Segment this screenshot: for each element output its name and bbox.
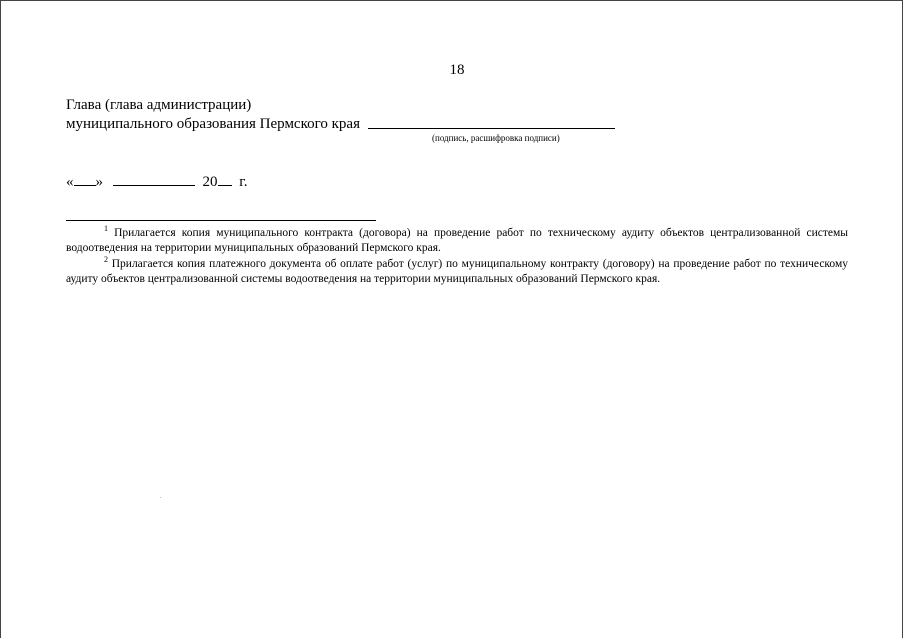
footnote-2-marker: 2 [104, 255, 108, 265]
footnote-1 [66, 226, 848, 256]
scan-speck [160, 497, 161, 498]
date-row [66, 172, 247, 191]
date-year-suffix: г. [239, 174, 248, 190]
page-number: 18 [449, 62, 465, 78]
footnote-2 [66, 257, 848, 287]
date-month-blank [113, 172, 195, 186]
signatory-title: Глава (глава администрации) [66, 97, 252, 113]
footnote-1-text: Прилагается копия муниципального контракта (договора) на проведение работ по техническому аудиту объектов централизованной системы водоотведения на территории муниципальных образований Пермского края. [66, 227, 848, 254]
date-close-quote: » [95, 174, 103, 190]
date-year-blank [218, 172, 232, 186]
date-year-prefix: 20 [202, 174, 218, 190]
date-day-blank [74, 172, 96, 186]
signature-caption: (подпись, расшифровка подписи) [432, 133, 560, 143]
date-open-quote: « [66, 174, 74, 190]
footnote-1-marker: 1 [104, 224, 108, 234]
footnote-2-text: Прилагается копия платежного документа об оплате работ (услуг) по муниципальному контракту (договору) на проведение работ по техническому аудиту объектов централизованной системы водоотведения на территории муниципальных образований Пермского края. [66, 258, 848, 285]
signatory-organization: муниципального образования Пермского края [66, 116, 360, 132]
signature-line [368, 128, 615, 129]
footnote-separator [66, 220, 376, 221]
